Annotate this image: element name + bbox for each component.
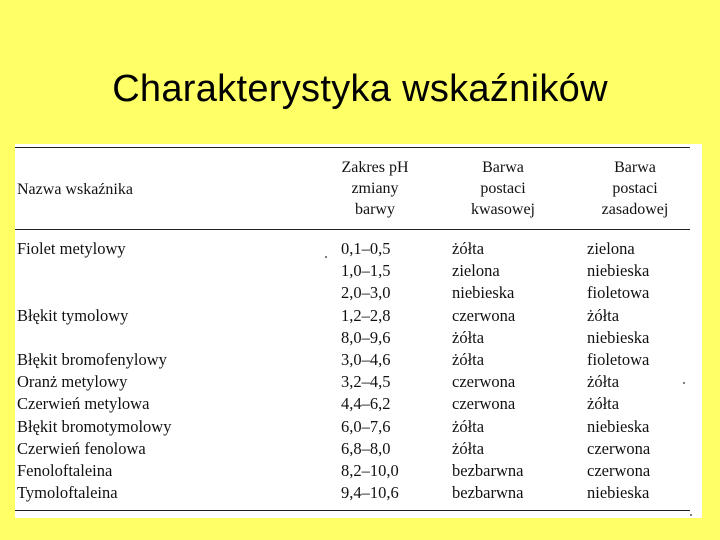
indicator-table-scan [15, 144, 702, 518]
cell-name: Błękit bromofenylowy [17, 349, 167, 369]
table-row [15, 238, 702, 260]
table-header-rule [15, 229, 690, 230]
cell-name: Fenoloftaleina [17, 460, 113, 480]
cell-name: Tymoloftaleina [17, 483, 118, 503]
cell-ph: 0,1–0,5 [341, 239, 391, 258]
cell-name: Czerwień fenolowa [17, 438, 146, 458]
cell-ph: 8,2–10,0 [341, 460, 399, 480]
cell-base: niebieska [587, 416, 650, 436]
header-ph-line-2: zmiany [351, 180, 399, 197]
cell-base: niebieska [587, 483, 650, 503]
table-row [15, 260, 702, 282]
table-body [15, 238, 702, 504]
cell-name: Błękit bromotymolowy [17, 416, 172, 436]
table-row [15, 282, 702, 304]
cell-acid: bezbarwna [452, 483, 524, 503]
cell-base: żółta [587, 305, 620, 325]
cell-acid: żółta [452, 416, 485, 436]
cell-base: czerwona [587, 460, 651, 480]
cell-base: fioletowa [587, 349, 650, 369]
cell-ph: 3,2–4,5 [341, 372, 391, 392]
cell-base: niebieska [587, 261, 650, 281]
cell-name: Fiolet metylowy [17, 239, 126, 258]
table-bottom-rule [15, 510, 690, 511]
cell-base: żółta [587, 394, 620, 414]
cell-ph: 4,4–6,2 [341, 394, 391, 414]
header-ph-line-1: Zakres pH [341, 159, 409, 176]
table-row [15, 327, 702, 349]
table-row [15, 482, 702, 504]
scan-speck [325, 256, 327, 258]
cell-name: Czerwień metylowa [17, 394, 150, 414]
table-row [15, 393, 702, 415]
cell-base: fioletowa [587, 283, 650, 303]
cell-acid: bezbarwna [452, 460, 524, 480]
slide-title: Charakterystyka wskaźników [112, 68, 608, 110]
scan-speck [683, 382, 685, 384]
table-row [15, 371, 702, 393]
cell-ph: 3,0–4,6 [341, 349, 391, 369]
header-base-line-3: zasadowej [601, 201, 669, 218]
cell-acid: żółta [452, 349, 485, 369]
header-ph-line-3: barwy [355, 201, 395, 218]
header-indicator-name: Nazwa wskaźnika [17, 181, 133, 198]
table-row [15, 460, 702, 482]
cell-name: Błękit tymolowy [17, 305, 129, 325]
header-acid-line-3: kwasowej [471, 201, 535, 218]
cell-acid: żółta [452, 239, 485, 258]
cell-base: zielona [587, 239, 635, 258]
header-base-line-2: postaci [612, 180, 658, 197]
cell-base: czerwona [587, 438, 651, 458]
table-row [15, 305, 702, 327]
cell-base: niebieska [587, 327, 650, 347]
cell-ph: 6,0–7,6 [341, 416, 391, 436]
cell-ph: 8,0–9,6 [341, 327, 391, 347]
cell-acid: niebieska [452, 283, 515, 303]
header-acid-line-1: Barwa [482, 159, 524, 176]
header-base-line-1: Barwa [614, 159, 656, 176]
header-base-color [575, 157, 695, 220]
cell-ph: 2,0–3,0 [341, 283, 391, 303]
cell-ph: 1,2–2,8 [341, 305, 391, 325]
header-acid-color [443, 157, 563, 220]
cell-base: żółta [587, 372, 620, 392]
cell-acid: zielona [452, 261, 500, 281]
scan-speck [690, 514, 692, 516]
table-top-rule [15, 147, 690, 148]
header-acid-line-2: postaci [480, 180, 526, 197]
cell-acid: żółta [452, 438, 485, 458]
cell-ph: 1,0–1,5 [341, 261, 391, 281]
cell-acid: czerwona [452, 305, 516, 325]
cell-ph: 6,8–8,0 [341, 438, 391, 458]
table-row [15, 416, 702, 438]
cell-ph: 9,4–10,6 [341, 483, 399, 503]
table-row [15, 438, 702, 460]
header-ph-range [315, 157, 435, 220]
table-row [15, 349, 702, 371]
cell-acid: czerwona [452, 394, 516, 414]
cell-acid: czerwona [452, 372, 516, 392]
cell-name: Oranż metylowy [17, 372, 128, 392]
cell-acid: żółta [452, 327, 485, 347]
